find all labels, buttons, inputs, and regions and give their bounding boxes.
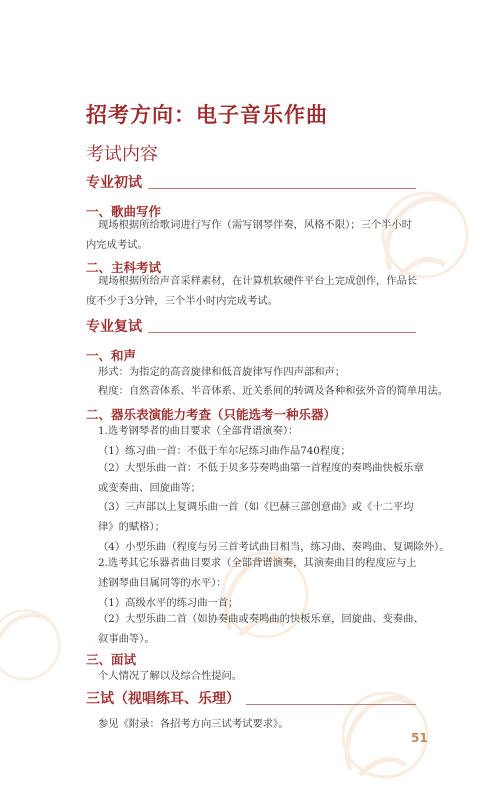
section-divider: [148, 332, 416, 333]
section-header-prelim: [86, 170, 416, 192]
section-divider: [148, 188, 416, 189]
text-paragraph: （3）三声部以上复调乐曲一首（如《巴赫三部创意曲》或《十二平均律》的赋格）；: [98, 501, 414, 533]
watermark-seal-icon: [0, 600, 70, 690]
page-title: 招考方向：电子音乐作曲: [86, 103, 328, 127]
paragraph-song-writing: 现场根据所给歌词进行写作（需写钢琴伴奏，风格不限）；三个半小时内完成考试。: [86, 219, 413, 251]
heading-harmony: 一、和声: [86, 348, 137, 363]
heading-interview: 三、面试: [86, 652, 137, 667]
text-paragraph: （2）大型乐曲二首（如协奏曲或奏鸣曲的快板乐章，回旋曲、变奏曲、叙事曲等）。: [98, 613, 424, 645]
text-line: 程度：自然音体系、半音体系、近关系间的转调及各种和弦外音的简单用法。: [98, 385, 449, 397]
page-subtitle: 考试内容: [86, 144, 158, 165]
heading-instrument: 二、器乐表演能力考查（只能选考一种乐器）: [86, 407, 337, 422]
text-line: 1.选考钢琴者的曲目要求（全部背谱演奏）：: [98, 425, 299, 437]
paragraph-main-exam: 现场根据所给声音采样素材，在计算机软硬件平台上完成创作，作品长度不少于3分钟，三个半小时内完成考试。: [86, 275, 418, 307]
text-line: 参见《附录：各招考方向三试考试要求》。: [98, 718, 289, 730]
text-paragraph: （2）大型乐曲一首：不低于贝多芬奏鸣曲第一首程度的奏鸣曲快板乐章或变奏曲、回旋曲等；: [98, 462, 424, 494]
text-line: （4）小型乐曲（程度与另三首考试曲目相当，练习曲、奏鸣曲、复调除外）。: [98, 541, 450, 553]
text-line: 形式：为指定的高音旋律和低音旋律写作四声部和声；: [98, 366, 346, 378]
page-number: 51: [411, 731, 428, 745]
section-header-retest: [86, 314, 416, 336]
section-title: 专业初试: [86, 175, 142, 191]
section-title: 专业复试: [86, 319, 142, 335]
section-title: 三试（视唱练耳、乐理）: [86, 691, 240, 707]
heading-main-exam: 二、主科考试: [86, 260, 162, 275]
text-line: （1）练习曲一首：不低于车尔尼练习曲作品740程度；: [98, 445, 351, 457]
text-paragraph: 2.选考其它乐器者曲目要求（全部背谱演奏，其演奏曲目的程度应与上述钢琴曲目属同等的水平）：: [98, 557, 417, 589]
section-divider: [246, 704, 416, 705]
section-header-third: [86, 686, 416, 708]
text-line: 个人情况了解以及综合性提问。: [98, 670, 243, 682]
heading-song-writing: 一、歌曲写作: [86, 204, 162, 219]
text-line: （1）高级水平的练习曲一首；: [98, 597, 239, 609]
